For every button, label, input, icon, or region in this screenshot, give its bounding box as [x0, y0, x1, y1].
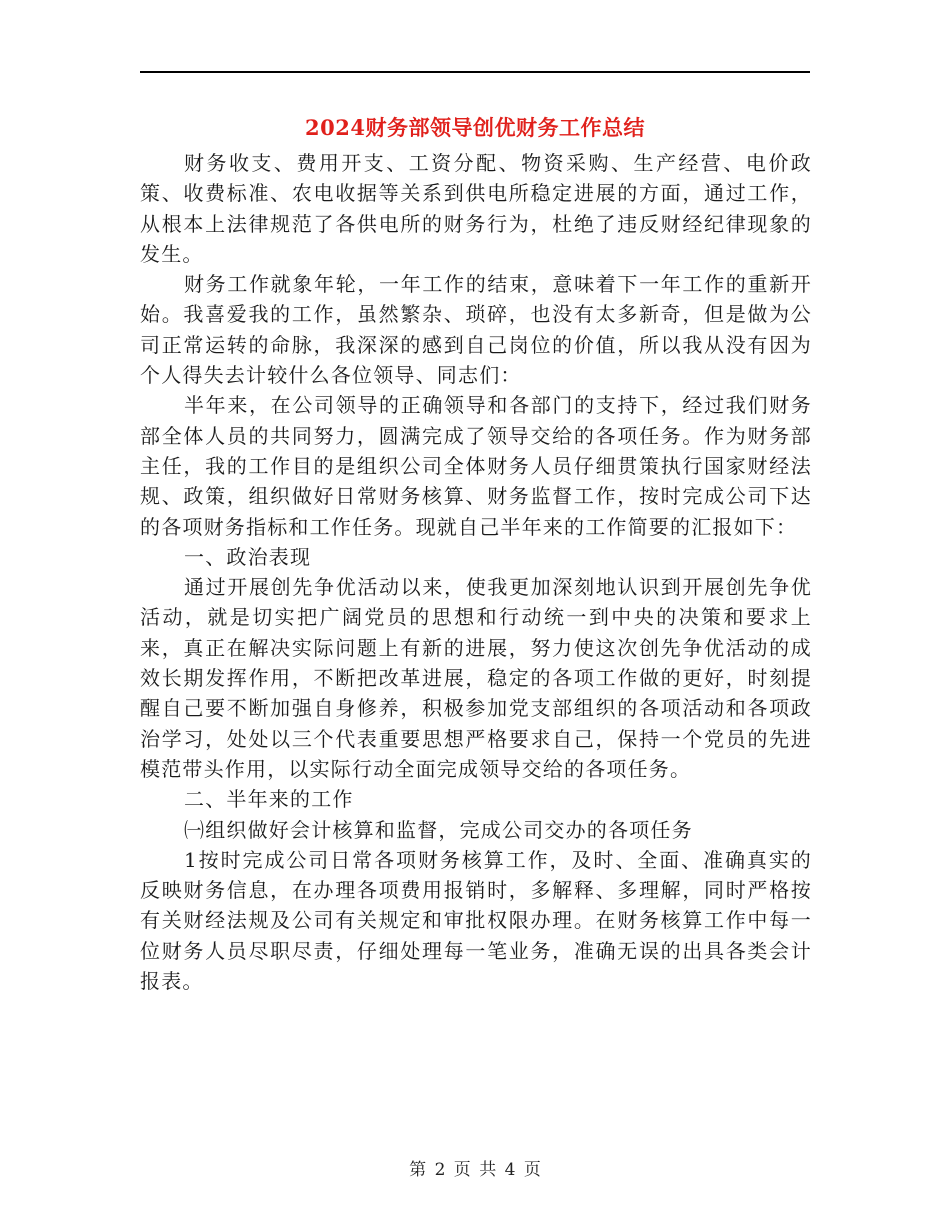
section-heading: 二、半年来的工作 [184, 787, 354, 812]
paragraph: 半年来，在公司领导的正确领导和各部门的支持下，经过我们财务部全体人员的共同努力，圆满完成了领导交给的各项任务。作为财务部主任，我的工作目的是组织公司全体财务人员仔细贯策执行国家财经法规、政策，组织做好日常财务核算、财务监督工作，按时完成公司下达的各项财务指标和工作任务。现就自己半年来的工作简要的汇报如下： [140, 393, 812, 539]
paragraph: 财务工作就象年轮，一年工作的结束，意味着下一年工作的重新开始。我喜爱我的工作，虽然繁杂、琐碎，也没有太多新奇，但是做为公司正常运转的命脉，我深深的感到自己岗位的价值，所以我从没有因为个人得失去计较什么各位领导、同志们： [140, 272, 812, 388]
header-rule [140, 71, 810, 73]
section-heading: 一、政治表现 [184, 544, 312, 569]
document-title: 2024财务部领导创优财务工作总结 [305, 115, 645, 140]
paragraph: 通过开展创先争优活动以来，使我更加深刻地认识到开展创先争优活动，就是切实把广阔党员的思想和行动统一到中央的决策和要求上来，真正在解决实际问题上有新的进展，努力使这次创先争优活动的成效长期发挥作用，不断把改革进展，稳定的各项工作做的更好，时刻提醒自己要不断加强自身修养，积极参加党支部组织的各项活动和各项政治学习，处处以三个代表重要思想严格要求自己，保持一个党员的先进模范带头作用，以实际行动全面完成领导交给的各项任务。 [140, 575, 812, 781]
paragraph: 1按时完成公司日常各项财务核算工作，及时、全面、准确真实的反映财务信息，在办理各项费用报销时，多解释、多理解，同时严格按有关财经法规及公司有关规定和审批权限办理。在财务核算工作中每一位财务人员尽职尽责，仔细处理每一笔业务，准确无误的出具各类会计报表。 [140, 847, 812, 994]
page-number: 第 2 页 共 4 页 [409, 1160, 541, 1180]
subsection-heading: ㈠组织做好会计核算和监督，完成公司交办的各项任务 [184, 817, 693, 842]
document-body [140, 148, 812, 996]
paragraph: 财务收支、费用开支、工资分配、物资采购、生产经营、电价政策、收费标准、农电收据等关系到供电所稳定进展的方面，通过工作，从根本上法律规范了各供电所的财务行为，杜绝了违反财经纪律现象的发生。 [140, 151, 812, 266]
